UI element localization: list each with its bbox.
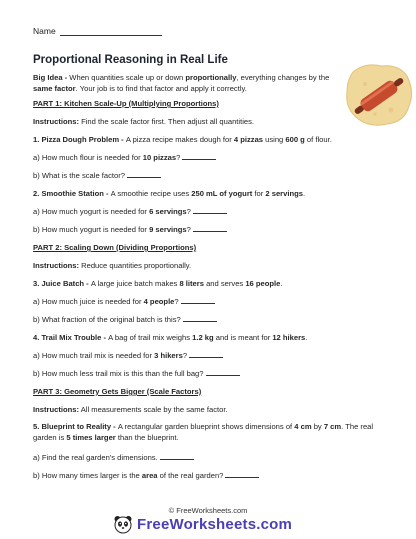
problem-2b-bold: 9 servings (149, 225, 187, 234)
problem-1-bold-1: 4 pizzas (233, 135, 264, 144)
problem-5-label: 5. Blueprint to Reality - (33, 422, 118, 431)
problem-1a (33, 152, 216, 163)
problem-3a (33, 296, 215, 307)
problem-3-bold-1: 8 liters (179, 279, 204, 288)
name-line[interactable] (60, 26, 162, 36)
problem-2b-end: ? (186, 225, 191, 234)
problem-3 (33, 278, 282, 289)
answer-blank-5a[interactable] (160, 452, 194, 460)
problem-5b (33, 470, 259, 481)
problem-5-text-4: than the blueprint. (115, 433, 179, 442)
problem-2a-bold: 6 servings (149, 207, 187, 216)
part1-instructions (33, 116, 254, 127)
problem-5-bold-1: 4 cm (294, 422, 312, 431)
problem-2-text-3: . (302, 189, 306, 198)
problem-1-text-1: A pizza recipe makes dough for (125, 135, 234, 144)
problem-1a-text: a) How much flour is needed for (33, 153, 143, 162)
problem-5a-text: a) Find the real garden's dimensions. (33, 453, 158, 462)
big-idea-text-1: When quantities scale up or down (69, 73, 186, 82)
problem-1a-end: ? (176, 153, 181, 162)
part3-instructions-text: All measurements scale by the same factor. (79, 405, 228, 414)
answer-blank-4b[interactable] (206, 368, 240, 376)
problem-5a (33, 452, 194, 463)
problem-5-text-2: by (311, 422, 324, 431)
problem-3b-text: b) What fraction of the original batch is this? (33, 315, 181, 324)
problem-1-text-2: using (263, 135, 286, 144)
logo-text: FreeWorksheets.com (137, 515, 293, 533)
answer-blank-5b[interactable] (225, 470, 259, 478)
problem-2b (33, 224, 227, 235)
problem-4-label: 4. Trail Mix Trouble - (33, 333, 109, 342)
problem-3-text-3: . (280, 279, 283, 288)
panda-icon (113, 514, 133, 534)
rolling-pin-dough-illustration (345, 62, 413, 128)
problem-3a-text: a) How much juice is needed for (33, 297, 144, 306)
problem-2-text-2: for (252, 189, 266, 198)
problem-1-bold-2: 600 g (285, 135, 305, 144)
part3-instructions-label: Instructions: (33, 405, 79, 414)
problem-4b (33, 368, 240, 379)
answer-blank-3a[interactable] (181, 296, 215, 304)
name-field (33, 26, 162, 36)
part2-heading: PART 2: Scaling Down (Dividing Proportions) (33, 243, 197, 252)
problem-4a-end: ? (182, 351, 188, 360)
problem-2a-text: a) How much yogurt is needed for (33, 207, 150, 216)
part1-instructions-text: Find the scale factor first. Then adjust all quantities. (79, 117, 255, 126)
part3-heading: PART 3: Geometry Gets Bigger (Scale Factors) (33, 387, 202, 396)
answer-blank-2a[interactable] (193, 206, 227, 214)
problem-4a-bold: 3 hikers (154, 351, 183, 360)
problem-2b-text: b) How much yogurt is needed for (33, 225, 150, 234)
problem-5-bold-2: 7 cm (323, 422, 342, 431)
part2-instructions-label: Instructions: (33, 261, 79, 270)
part1-heading: PART 1: Kitchen Scale-Up (Multiplying Proportions) (33, 99, 219, 108)
problem-3-text-2: and serves (203, 279, 246, 288)
problem-4a-text: a) How much trail mix is needed for (33, 351, 155, 360)
problem-2a-end: ? (186, 207, 191, 216)
problem-5 (33, 421, 383, 443)
problem-4-bold-2: 12 hikers (272, 333, 306, 342)
name-label: Name (33, 26, 56, 36)
problem-5-text-1: A rectangular garden blueprint shows dimensions of (117, 422, 295, 431)
problem-1a-bold: 10 pizzas (142, 153, 177, 162)
answer-blank-3b[interactable] (183, 314, 217, 322)
answer-blank-2b[interactable] (193, 224, 227, 232)
problem-1b-text: b) What is the scale factor? (33, 171, 126, 180)
part3-instructions (33, 404, 228, 415)
problem-5-bold-3: 5 times larger (66, 433, 116, 442)
problem-4-text-1: A bag of trail mix weighs (108, 333, 193, 342)
footer-url-text[interactable]: © FreeWorksheets.com (168, 506, 248, 515)
problem-1 (33, 134, 332, 145)
problem-2-bold-1: 250 mL of yogurt (191, 189, 253, 198)
problem-5b-text: b) How many times larger is the (33, 471, 142, 480)
problem-5-text-3: . The real garden is (33, 422, 374, 442)
big-idea-label: Big Idea - (33, 73, 70, 82)
problem-3b (33, 314, 217, 325)
answer-blank-1b[interactable] (127, 170, 161, 178)
problem-2-label: 2. Smoothie Station - (33, 189, 111, 198)
footer-logo (113, 513, 313, 535)
big-idea (33, 72, 341, 94)
part1-instructions-label: Instructions: (33, 117, 79, 126)
big-idea-bold-1: proportionally (185, 73, 237, 82)
page-title: Proportional Reasoning in Real Life (33, 54, 228, 66)
problem-1-text-3: of flour. (304, 135, 332, 144)
part2-instructions-text: Reduce quantities proportionally. (79, 261, 192, 270)
problem-1-label: 1. Pizza Dough Problem - (33, 135, 126, 144)
problem-2 (33, 188, 305, 199)
problem-5b-end: of the real garden? (157, 471, 224, 480)
problem-3-label: 3. Juice Batch - (33, 279, 91, 288)
big-idea-bold-2: same factor (33, 84, 76, 93)
problem-4 (33, 332, 307, 343)
big-idea-text-3: . Your job is to find that factor and apply it correctly. (75, 84, 247, 93)
problem-3a-bold: 4 people (143, 297, 175, 306)
big-idea-text-2: , everything changes by the (236, 73, 330, 82)
problem-1b (33, 170, 161, 181)
part2-instructions (33, 260, 191, 271)
problem-3-text-1: A large juice batch makes (90, 279, 180, 288)
problem-4b-text: b) How much less trail mix is this than the full bag? (33, 369, 204, 378)
problem-4-text-2: and is meant for (213, 333, 273, 342)
answer-blank-1a[interactable] (182, 152, 216, 160)
problem-2-text-1: A smoothie recipe uses (110, 189, 192, 198)
answer-blank-4a[interactable] (189, 350, 223, 358)
problem-3a-end: ? (174, 297, 179, 306)
problem-4-bold-1: 1.2 kg (192, 333, 214, 342)
problem-4a (33, 350, 223, 361)
problem-3-bold-2: 16 people (245, 279, 281, 288)
problem-2-bold-2: 2 servings (265, 189, 303, 198)
problem-4-text-3: . (305, 333, 308, 342)
problem-5b-bold: area (141, 471, 158, 480)
problem-2a (33, 206, 227, 217)
